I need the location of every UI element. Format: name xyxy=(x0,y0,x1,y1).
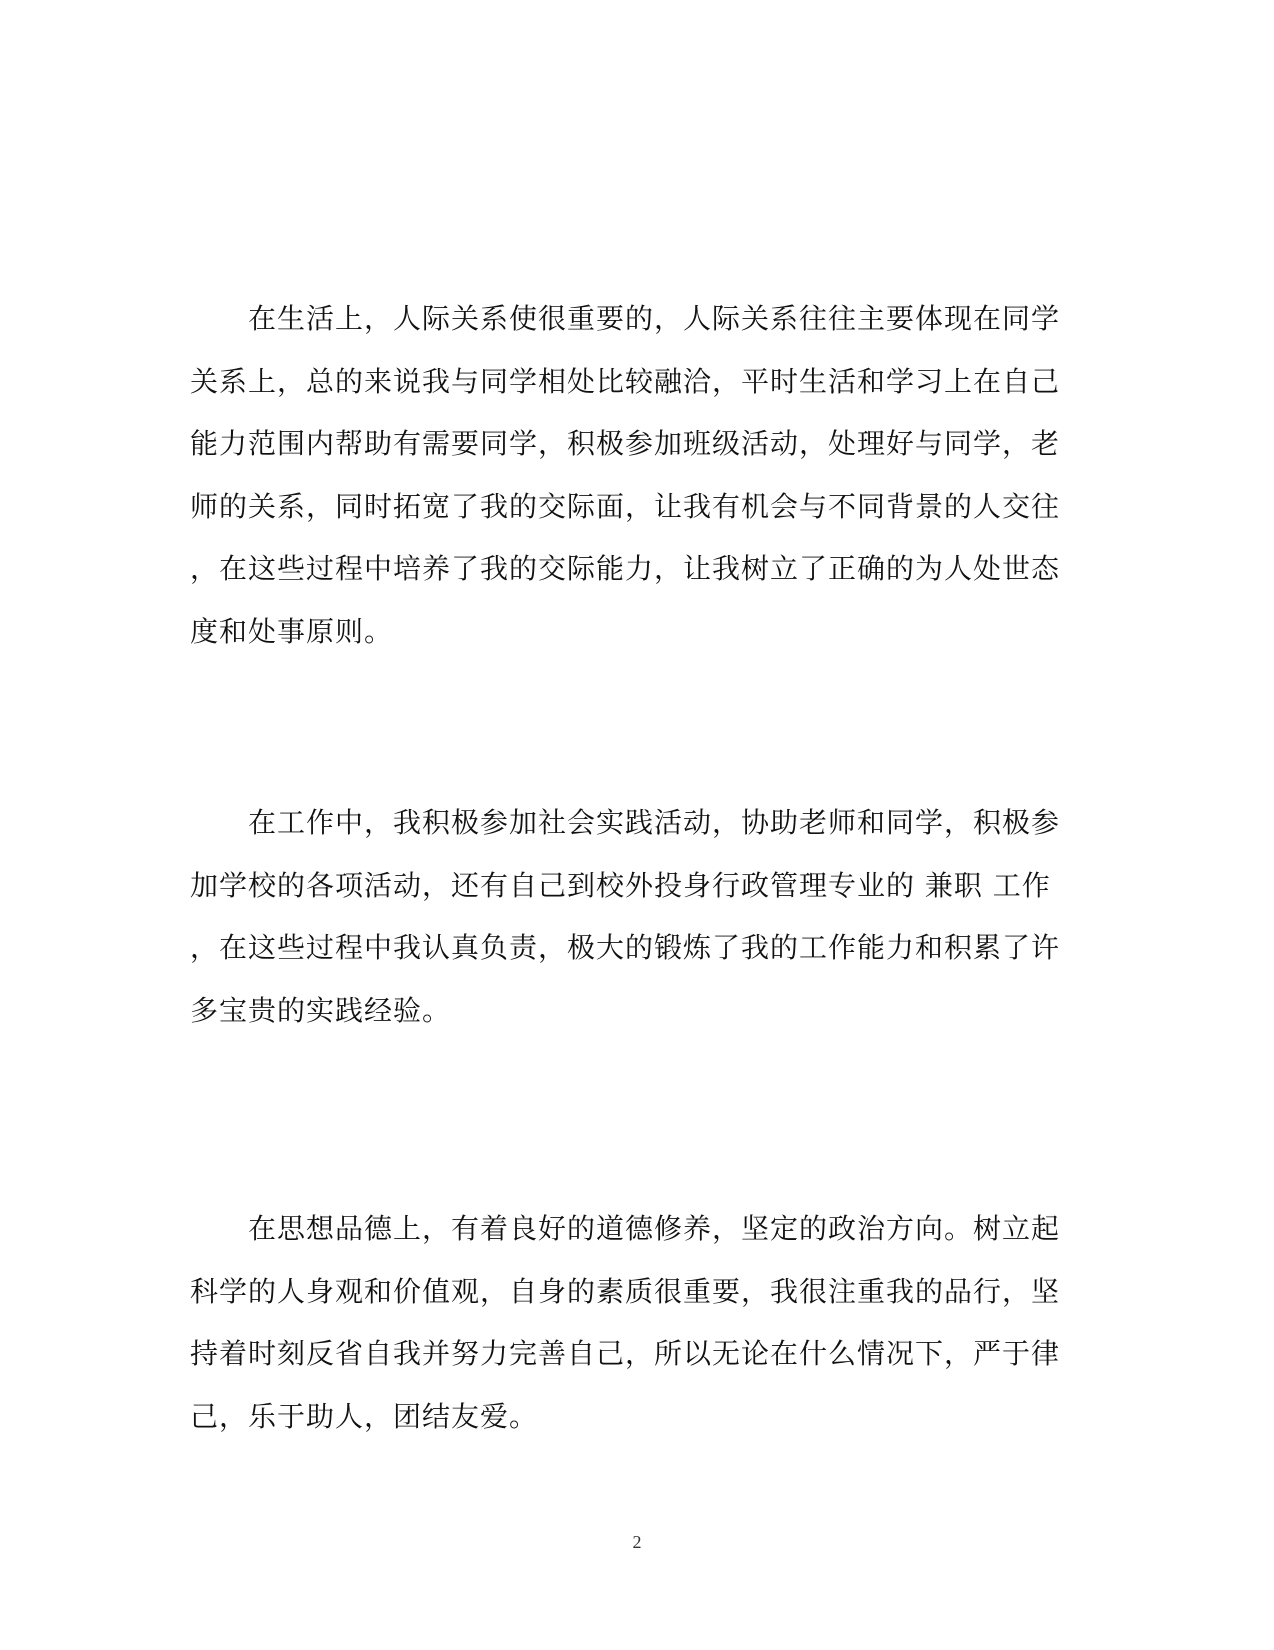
paragraph-line: 己，乐于助人，团结友爱。 xyxy=(190,1399,539,1433)
paragraph-line: 在思想品德上，有着良好的道德修养，坚定的政治方向。树立起 xyxy=(248,1212,1061,1245)
paragraph-line: 度和处事原则。 xyxy=(190,614,394,648)
paragraph-interpersonal xyxy=(190,288,1070,663)
paragraph-line: 关系上，总的来说我与同学相处比较融洽，平时生活和学习上在自己 xyxy=(190,364,1061,398)
paragraph-line: 在生活上，人际关系使很重要的，人际关系往往主要体现在同学 xyxy=(248,302,1061,335)
paragraph-line: 多宝贵的实践经验。 xyxy=(190,993,452,1027)
paragraph-line: 科学的人身观和价值观，自身的素质很重要，我很注重我的品行，坚 xyxy=(190,1274,1061,1308)
paragraph-line: ，在这些过程中培养了我的交际能力，让我树立了正确的为人处世态 xyxy=(190,552,1061,585)
paragraph-line: 师的关系，同时拓宽了我的交际面，让我有机会与不同背景的人交往 xyxy=(190,489,1061,523)
paragraph-line: 能力范围内帮助有需要同学，积极参加班级活动，处理好与同学，老 xyxy=(190,427,1061,460)
paragraph-line: 持着时刻反省自我并努力完善自己，所以无论在什么情况下，严于律 xyxy=(190,1337,1061,1370)
page-number: 2 xyxy=(632,1532,642,1552)
paragraph-line: 在工作中，我积极参加社会实践活动，协助老师和同学，积极参 xyxy=(248,806,1061,839)
paragraph-line: ，在这些过程中我认真负责，极大的锻炼了我的工作能力和积累了许 xyxy=(190,931,1061,964)
paragraph-morality xyxy=(190,1198,1070,1448)
paragraph-line: 加学校的各项活动，还有自己到校外投身行政管理专业的 兼职 工作 xyxy=(190,868,1051,902)
paragraph-work xyxy=(190,792,1070,1042)
